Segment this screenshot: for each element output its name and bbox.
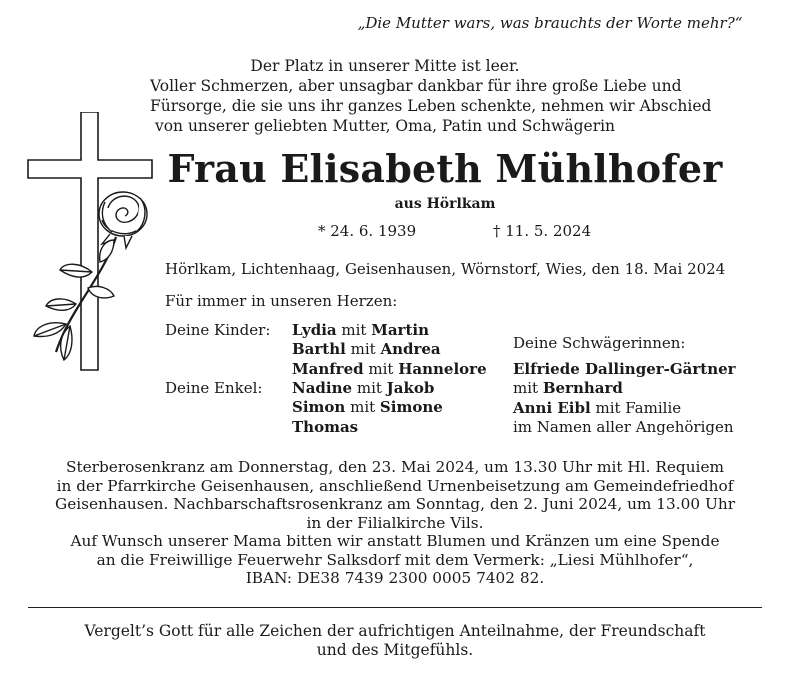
children-label: Deine Kinder: bbox=[165, 321, 271, 339]
origin-place: aus Hörlkam bbox=[394, 196, 496, 212]
funeral-info bbox=[18, 458, 772, 588]
funeral-line: Auf Wunsch unserer Mama bitten wir anstatt Blumen und Kränzen um eine Spende bbox=[70, 532, 720, 550]
thanks-line: Vergelt’s Gott für alle Zeichen der aufrichtigen Anteilnahme, der Freundschaft bbox=[84, 622, 706, 640]
intro-line: Der Platz in unserer Mitte ist leer. bbox=[250, 57, 520, 75]
list-item: Lydia mit Martin bbox=[292, 321, 429, 339]
hearts-heading: Für immer in unseren Herzen: bbox=[165, 292, 398, 310]
list-item: Simon mit Simone bbox=[292, 398, 443, 417]
death-date: † 11. 5. 2024 bbox=[493, 222, 592, 240]
list-item: Barthl mit Andrea bbox=[292, 340, 441, 359]
intro-text bbox=[150, 56, 712, 136]
deceased-name: Frau Elisabeth Mühlhofer bbox=[167, 146, 723, 191]
funeral-line: Sterberosenkranz am Donnerstag, den 23. Mai 2024, um 13.30 Uhr mit Hl. Requiem bbox=[65, 458, 724, 476]
list-item: Anni Eibl mit Familie bbox=[513, 398, 682, 417]
funeral-line: an die Freiwillige Feuerwehr Salksdorf mit dem Vermerk: „Liesi Mühlhofer“, bbox=[96, 550, 694, 569]
grandchildren-label: Deine Enkel: bbox=[165, 379, 263, 397]
cross-icon bbox=[20, 112, 160, 377]
list-item: Manfred mit Hannelore bbox=[292, 359, 487, 378]
sisters-label: Deine Schwägerinnen: bbox=[513, 334, 686, 352]
sisters-list bbox=[513, 360, 736, 437]
funeral-line: in der Filialkirche Vils. bbox=[306, 513, 484, 532]
thanks-text bbox=[28, 622, 762, 660]
list-item: Elfriede Dallinger-Gärtner bbox=[513, 360, 736, 378]
thanks-line: und des Mitgefühls. bbox=[316, 641, 474, 659]
intro-line: Voller Schmerzen, aber unsagbar dankbar für ihre große Liebe und bbox=[150, 77, 682, 95]
list-item: Nadine mit Jakob bbox=[292, 379, 435, 397]
children-list bbox=[292, 321, 487, 379]
place-date: Hörlkam, Lichtenhaag, Geisenhausen, Wörnstorf, Wies, den 18. Mai 2024 bbox=[165, 260, 726, 278]
divider bbox=[28, 607, 762, 608]
intro-line: von unserer geliebten Mutter, Oma, Patin und Schwägerin bbox=[154, 117, 616, 135]
grandchildren-list bbox=[292, 379, 443, 437]
motto-quote: „Die Mutter wars, was brauchts der Worte mehr?“ bbox=[357, 14, 743, 32]
intro-line: Fürsorge, die sie uns ihr ganzes Leben schenkte, nehmen wir Abschied bbox=[150, 97, 712, 115]
list-item: im Namen aller Angehörigen bbox=[513, 417, 734, 436]
funeral-line: in der Pfarrkirche Geisenhausen, anschließend Urnenbeisetzung am Gemeindefriedhof bbox=[56, 476, 734, 495]
funeral-line: Geisenhausen. Nachbarschaftsrosenkranz am Sonntag, den 2. Juni 2024, um 13.00 Uhr bbox=[54, 495, 736, 513]
cross-with-rose bbox=[20, 112, 160, 381]
list-item: mit Bernhard bbox=[513, 379, 623, 398]
list-item: Thomas bbox=[292, 417, 359, 436]
funeral-line: IBAN: DE38 7439 2300 0005 7402 82. bbox=[245, 569, 545, 587]
birth-date: * 24. 6. 1939 bbox=[318, 222, 417, 240]
